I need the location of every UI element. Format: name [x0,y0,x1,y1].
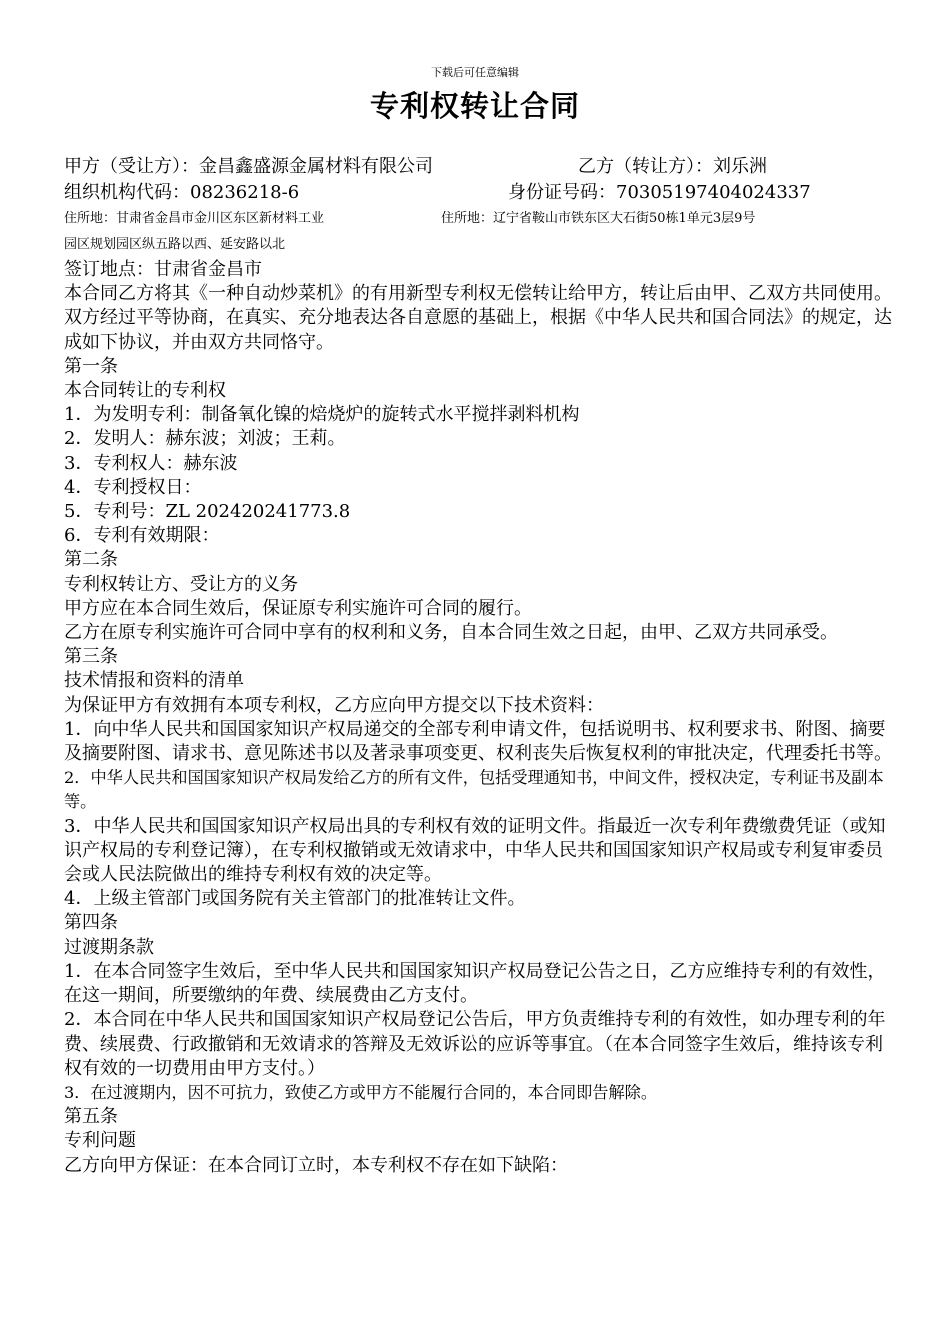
article-1-item-1: 1．为发明专利：制备氧化镍的焙烧炉的旋转式水平搅拌剥料机构 [64,404,580,426]
article-5-intro: 乙方向甲方保证：在本合同订立时，本专利权不存在如下缺陷： [64,1154,568,1176]
article-3-item-2: 2．中华人民共和国国家知识产权局发给乙方的所有文件，包括受理通知书，中间文件，授权决定，专利证书及副本等。 [64,768,884,812]
article-4-item-2: 2．本合同在中华人民共和国国家知识产权局登记公告后，甲方负责维持专利的有效性，如办理专利的年费、续展费、行政撤销和无效请求的答辩及无效诉讼的应诉等事宜。（在本合同签字生效后，维持该专利权有效的一切费用由甲方支付。） [64,1009,886,1079]
preamble-paragraph: 本合同乙方将其《一种自动炒菜机》的有用新型专利权无偿转让给甲方，转让后由甲、乙双方共同使用。双方经过平等协商，在真实、充分地表达各自意愿的基础上，根据《中华人民共和国合同法》的规定，达成如下协议，并由双方共同恪守。 [64,283,892,353]
party-a-address-continued: 园区规划园区纵五路以西、延安路以北 [64,237,286,252]
article-4-heading: 第四条 [64,912,118,934]
article-3-item-4: 4．上级主管部门或国务院有关主管部门的批准转让文件。 [64,888,526,910]
article-1-item-6: 6．专利有效期限： [64,525,220,547]
party-a-address: 住所地：甘肃省金昌市金川区东区新材料工业 [64,211,325,226]
article-3-intro: 为保证甲方有效拥有本项专利权，乙方应向甲方提交以下技术资料： [64,694,604,716]
article-2-para-2: 乙方在原专利实施许可合同中享有的权利和义务，自本合同生效之日起，由甲、乙双方共同承受。 [64,622,838,644]
article-3-heading: 第三条 [64,646,118,668]
article-1-item-3: 3．专利权人：赫东波 [64,452,238,474]
article-5-heading: 第五条 [64,1106,118,1128]
watermark-text: 下载后可任意编辑 [431,66,519,79]
party-address-row [0,206,950,232]
party-a-name: 甲方（受让方）：金昌鑫盛源金属材料有限公司 [64,156,433,177]
article-4-item-1: 1．在本合同签字生效后，至中华人民共和国国家知识产权局登记公告之日，乙方应维持专利的有效性，在这一期间，所要缴纳的年费、续展费由乙方支付。 [64,960,886,1007]
signing-place: 签订地点：甘肃省金昌市 [64,259,262,280]
org-code: 组织机构代码：08236218-6 [64,182,300,203]
party-b-name: 乙方（转让方）：刘乐洲 [578,156,767,177]
article-3-title: 技术情报和资料的清单 [64,670,244,692]
id-number: 身份证号码：70305197404024337 [508,182,811,203]
article-4-item-3: 3．在过渡期内，因不可抗力，致使乙方或甲方不能履行合同的，本合同即告解除。 [64,1082,658,1102]
contract-title: 专利权转让合同 [369,89,580,123]
article-1-item-4: 4．专利授权日： [64,476,202,498]
article-1-heading: 第一条 [64,355,118,377]
article-1-title: 本合同转让的专利权 [64,380,226,402]
article-3-item-1: 1．向中华人民共和国国家知识产权局递交的全部专利申请文件，包括说明书、权利要求书、附图、摘要及摘要附图、请求书、意见陈述书以及著录事项变更、权利丧失后恢复权利的审批决定，代理委托书等。 [64,718,892,765]
article-2-title: 专利权转让方、受让方的义务 [64,573,298,595]
contract-body [64,258,896,1178]
article-2-heading: 第二条 [64,549,118,571]
article-4-title: 过渡期条款 [64,936,154,958]
party-names-row [0,154,950,180]
article-2-para-1: 甲方应在本合同生效后，保证原专利实施许可合同的履行。 [64,597,532,619]
article-3-item-3: 3．中华人民共和国国家知识产权局出具的专利权有效的证明文件。指最近一次专利年费缴费凭证（或知识产权局的专利登记簿），在专利权撤销或无效请求中，中华人民共和国国家知识产权局或专利复审委员会或人民法院做出的维持专利权有效的决定等。 [64,815,886,886]
party-ids-row [0,180,950,206]
article-1-item-2: 2．发明人：赫东波；刘波；王莉。 [64,428,346,450]
party-b-address: 住所地：辽宁省鞍山市铁东区大石街50栋1单元3层9号 [441,211,756,226]
article-5-title: 专利问题 [64,1130,136,1152]
article-1-item-5: 5．专利号：ZL 202420241773.8 [64,501,351,523]
